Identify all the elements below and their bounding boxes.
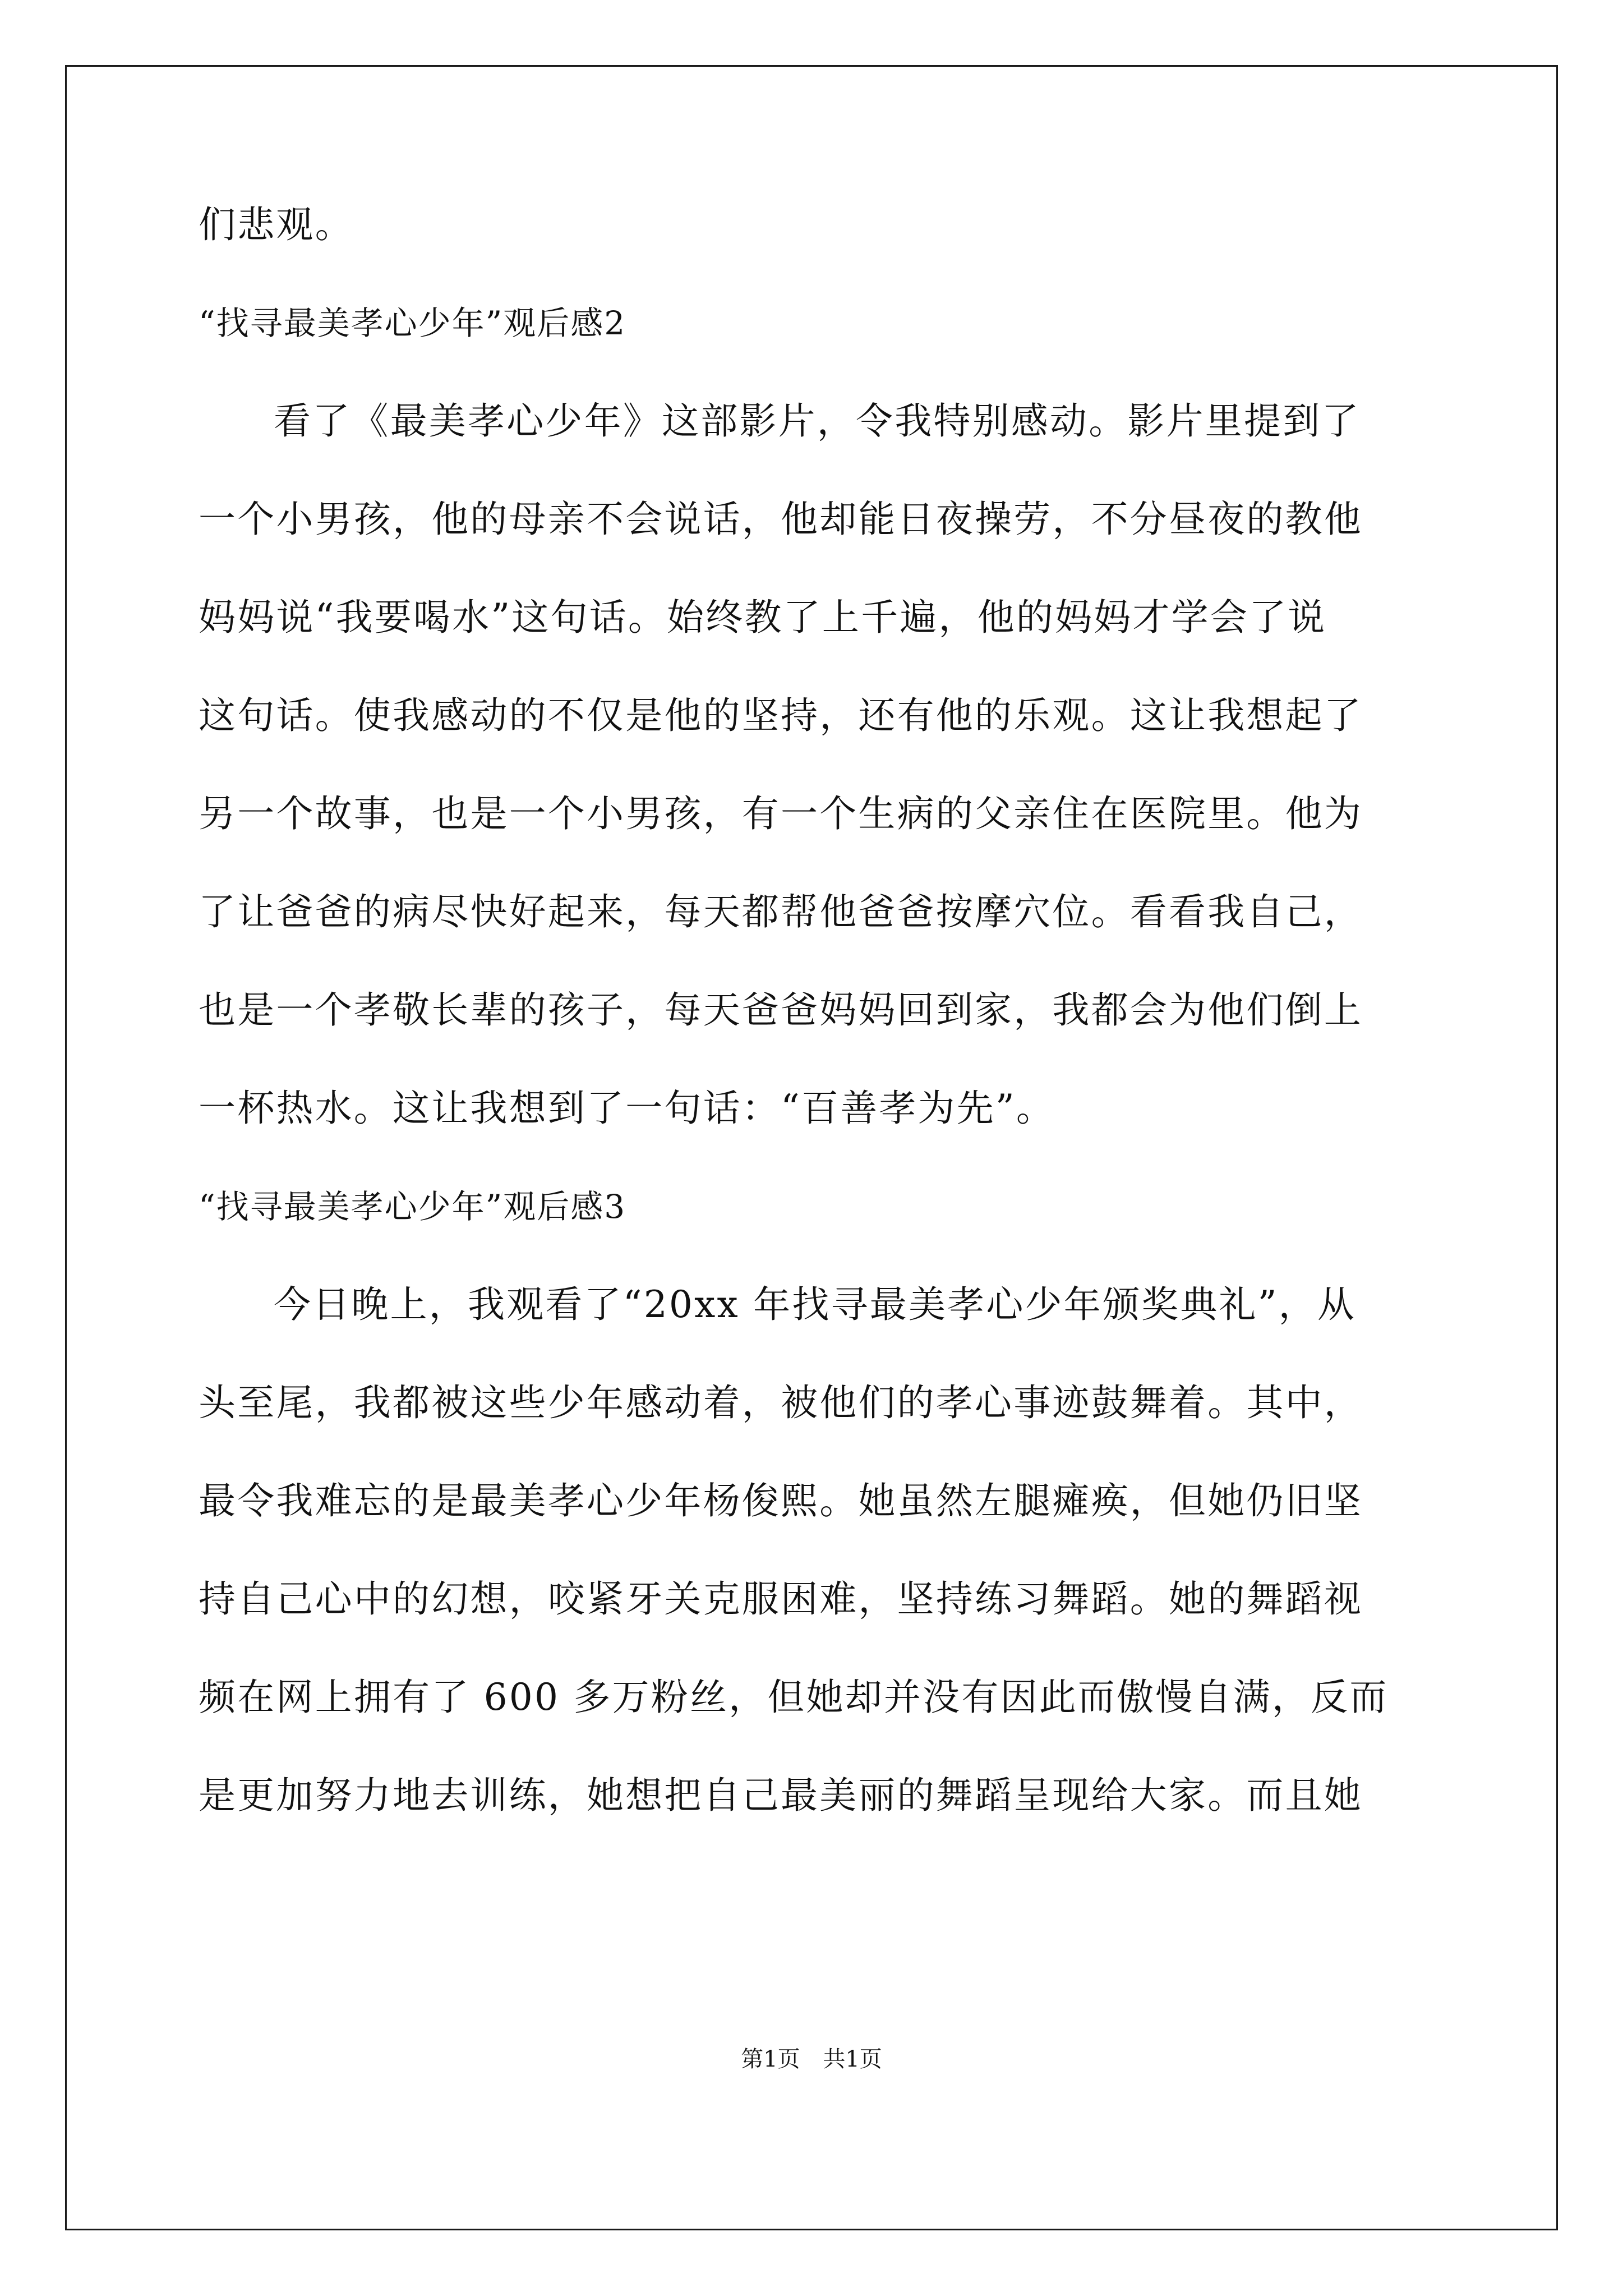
page-number-current: 第1页	[741, 2046, 800, 2072]
text-line: 今日晚上，我观看了“20xx 年找寻最美孝心少年颁奖典礼”，从	[274, 1283, 1357, 1326]
text-line: 看了《最美孝心少年》这部影片，令我特别感动。影片里提到了	[274, 399, 1361, 443]
section-heading: “找寻最美孝心少年”观后感2	[199, 304, 626, 342]
text-line: 一个小男孩，他的母亲不会说话，他却能日夜操劳，不分昼夜的教他	[199, 498, 1363, 541]
text-line: 也是一个孝敬长辈的孩子，每天爸爸妈妈回到家，我都会为他们倒上	[199, 988, 1363, 1032]
text-line: 了让爸爸的病尽快好起来，每天都帮他爸爸按摩穴位。看看我自己，	[199, 890, 1363, 933]
text-line: 频在网上拥有了 600 多万粉丝，但她却并没有因此而傲慢自满，反而	[199, 1676, 1389, 1719]
text-line: 头至尾，我都被这些少年感动着，被他们的孝心事迹鼓舞着。其中，	[199, 1381, 1363, 1424]
text-line: 最令我难忘的是最美孝心少年杨俊熙。她虽然左腿瘫痪，但她仍旧坚	[199, 1479, 1363, 1522]
page-border	[65, 65, 1558, 2230]
text-line: 一杯热水。这让我想到了一句话：“百善孝为先”。	[199, 1087, 1055, 1130]
text-line: 另一个故事，也是一个小男孩，有一个生病的父亲住在医院里。他为	[199, 792, 1363, 835]
text-line: 们悲观。	[199, 203, 354, 246]
text-line: 这句话。使我感动的不仅是他的坚持，还有他的乐观。这让我想起了	[199, 694, 1363, 737]
text-line: 妈妈说“我要喝水”这句话。始终教了上千遍，他的妈妈才学会了说	[199, 596, 1327, 639]
text-line: 是更加努力地去训练，她想把自己最美丽的舞蹈呈现给大家。而且她	[199, 1774, 1363, 1817]
page-footer	[0, 2045, 1623, 2074]
page-number-total: 共1页	[823, 2046, 882, 2072]
section-heading: “找寻最美孝心少年”观后感3	[199, 1188, 626, 1226]
text-line: 持自己心中的幻想，咬紧牙关克服困难，坚持练习舞蹈。她的舞蹈视	[199, 1577, 1363, 1621]
